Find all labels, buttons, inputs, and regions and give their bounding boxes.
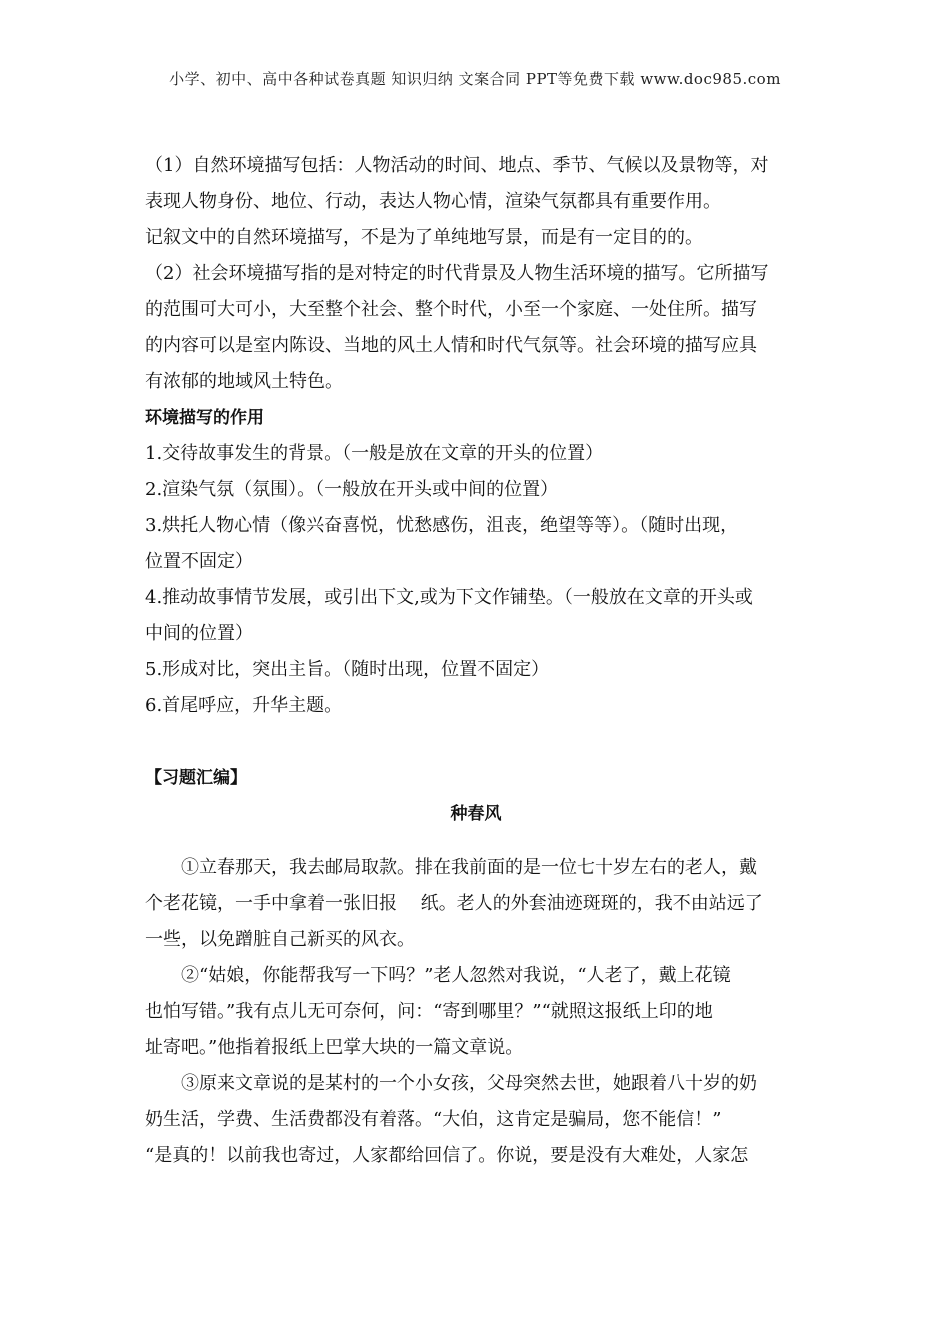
effect-item: 5.形成对比，突出主旨。（随时出现，位置不固定）: [145, 659, 550, 680]
effect-item: 2.渲染气氛（氛围）。（一般放在开头或中间的位置）: [145, 479, 559, 500]
story-line: 一些，以免蹭脏自己新买的风衣。: [145, 929, 415, 950]
story-line: ①立春那天，我去邮局取款。排在我前面的是一位七十岁左右的老人，戴: [181, 857, 757, 878]
story-line: ③原来文章说的是某村的一个小女孩，父母突然去世，她跟着八十岁的奶: [181, 1073, 757, 1094]
nature-line: 表现人物身份、地位、行动，表达人物心情，渲染气氛都具有重要作用。: [145, 191, 721, 212]
social-line: （2）社会环境描写指的是对特定的时代背景及人物生活环境的描写。它所描写: [145, 263, 769, 284]
document-body: [145, 148, 807, 1174]
story-line: 个老花镜，一手中拿着一张旧报 纸。老人的外套油迹斑斑的，我不由站远了: [145, 893, 763, 914]
spacer: [145, 832, 807, 850]
effect-item: 位置不固定）: [145, 551, 253, 572]
story-line: 也怕写错。”我有点儿无可奈何，问：“寄到哪里？”“就照这报纸上印的地: [145, 1001, 713, 1022]
social-line: 有浓郁的地域风土特色。: [145, 371, 343, 392]
effect-item: 3.烘托人物心情（像兴奋喜悦，忧愁感伤，沮丧，绝望等等）。（随时出现，: [145, 515, 739, 536]
exercise-heading: 【习题汇编】: [145, 768, 247, 788]
effect-item: 4.推动故事情节发展，或引出下文,或为下文作铺垫。（一般放在文章的开头或: [145, 587, 753, 608]
effect-item: 6.首尾呼应，升华主题。: [145, 695, 343, 716]
nature-line: （1）自然环境描写包括：人物活动的时间、地点、季节、气候以及景物等，对: [145, 155, 769, 176]
story-line: 奶生活，学费、生活费都没有着落。“大伯，这肯定是骗局，您不能信！”: [145, 1109, 722, 1130]
effect-item: 中间的位置）: [145, 623, 253, 644]
story-line: ②“姑娘，你能帮我写一下吗？”老人忽然对我说，“人老了，戴上花镜: [181, 965, 731, 986]
effects-heading: 环境描写的作用: [145, 408, 264, 428]
story-title: 种春风: [450, 804, 502, 824]
social-line: 的范围可大可小，大至整个社会、整个时代，小至一个家庭、一处住所。描写: [145, 299, 757, 320]
page-header: 小学、初中、高中各种试卷真题 知识归纳 文案合同 PPT等免费下载 www.doc985.com: [169, 70, 781, 88]
story-line: “是真的！以前我也寄过，人家都给回信了。你说，要是没有大难处，人家怎: [145, 1145, 749, 1166]
story-line: 址寄吧。”他指着报纸上巴掌大块的一篇文章说。: [145, 1037, 524, 1058]
spacer: [145, 724, 807, 760]
social-line: 的内容可以是室内陈设、当地的风土人情和时代气氛等。社会环境的描写应具: [145, 335, 757, 356]
effect-item: 1.交待故事发生的背景。（一般是放在文章的开头的位置）: [145, 443, 604, 464]
nature-line: 记叙文中的自然环境描写，不是为了单纯地写景，而是有一定目的的。: [145, 227, 703, 248]
